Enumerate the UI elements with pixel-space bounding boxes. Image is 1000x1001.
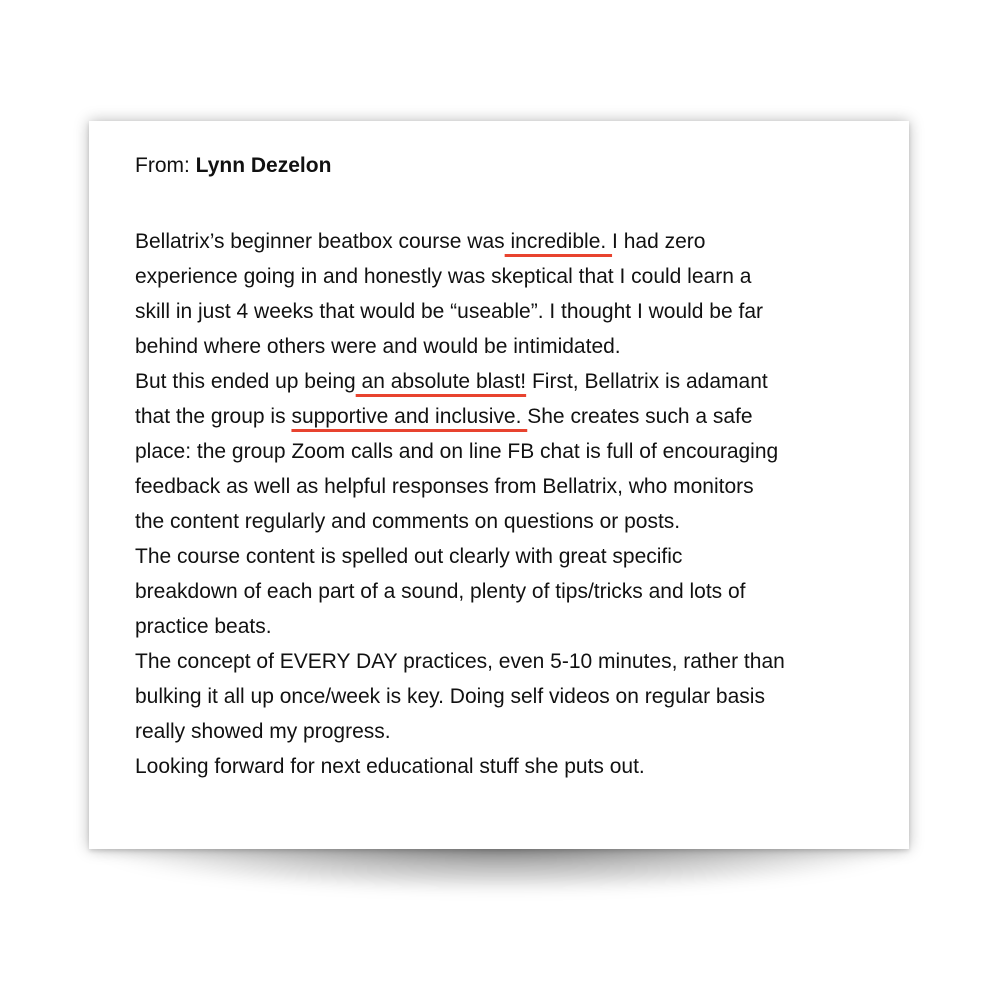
text-segment: But this ended up being xyxy=(135,370,356,393)
body-line-7 xyxy=(135,434,875,469)
text-segment: that the group is xyxy=(135,405,292,428)
body-line-16 xyxy=(135,749,875,784)
body-line-10 xyxy=(135,539,875,574)
text-segment: the content regularly and comments on questions or posts. xyxy=(135,510,681,533)
testimonial-body xyxy=(135,224,875,784)
body-line-3 xyxy=(135,294,875,329)
text-segment: breakdown of each part of a sound, plenty of tips/tricks and lots of xyxy=(135,580,746,603)
text-segment: really showed my progress. xyxy=(135,720,391,743)
body-line-6 xyxy=(135,399,875,434)
body-line-4 xyxy=(135,329,875,364)
body-line-1 xyxy=(135,224,875,259)
text-segment: Looking forward for next educational stuff she puts out. xyxy=(135,755,645,778)
text-segment: experience going in and honestly was skeptical that I could learn a xyxy=(135,265,752,288)
text-segment: behind where others were and would be intimidated. xyxy=(135,335,621,358)
body-line-12 xyxy=(135,609,875,644)
body-line-14 xyxy=(135,679,875,714)
testimonial-card xyxy=(89,121,909,849)
highlighted-phrase: supportive and inclusive. xyxy=(291,405,528,428)
text-segment: The concept of EVERY DAY practices, even 5-10 minutes, rather than xyxy=(135,650,785,673)
body-line-2 xyxy=(135,259,875,294)
body-line-8 xyxy=(135,469,875,504)
body-line-5 xyxy=(135,364,875,399)
text-segment: She creates such a safe xyxy=(527,405,753,428)
highlighted-phrase: incredible. xyxy=(504,230,613,253)
body-line-13 xyxy=(135,644,875,679)
text-segment: place: the group Zoom calls and on line FB chat is full of encouraging xyxy=(135,440,779,463)
from-label: From: xyxy=(135,154,190,177)
text-segment: skill in just 4 weeks that would be “useable”. I thought I would be far xyxy=(135,300,764,323)
from-line xyxy=(135,154,331,178)
text-segment: First, Bellatrix is adamant xyxy=(526,370,768,393)
body-line-9 xyxy=(135,504,875,539)
sender-name: Lynn Dezelon xyxy=(195,154,332,177)
body-line-11 xyxy=(135,574,875,609)
body-line-15 xyxy=(135,714,875,749)
text-segment: I had zero xyxy=(612,230,706,253)
highlighted-phrase: an absolute blast! xyxy=(355,370,527,393)
text-segment: Bellatrix’s beginner beatbox course was xyxy=(135,230,505,253)
text-segment: feedback as well as helpful responses from Bellatrix, who monitors xyxy=(135,475,754,498)
text-segment: The course content is spelled out clearly with great specific xyxy=(135,545,683,568)
text-segment: bulking it all up once/week is key. Doing self videos on regular basis xyxy=(135,685,765,708)
text-segment: practice beats. xyxy=(135,615,272,638)
